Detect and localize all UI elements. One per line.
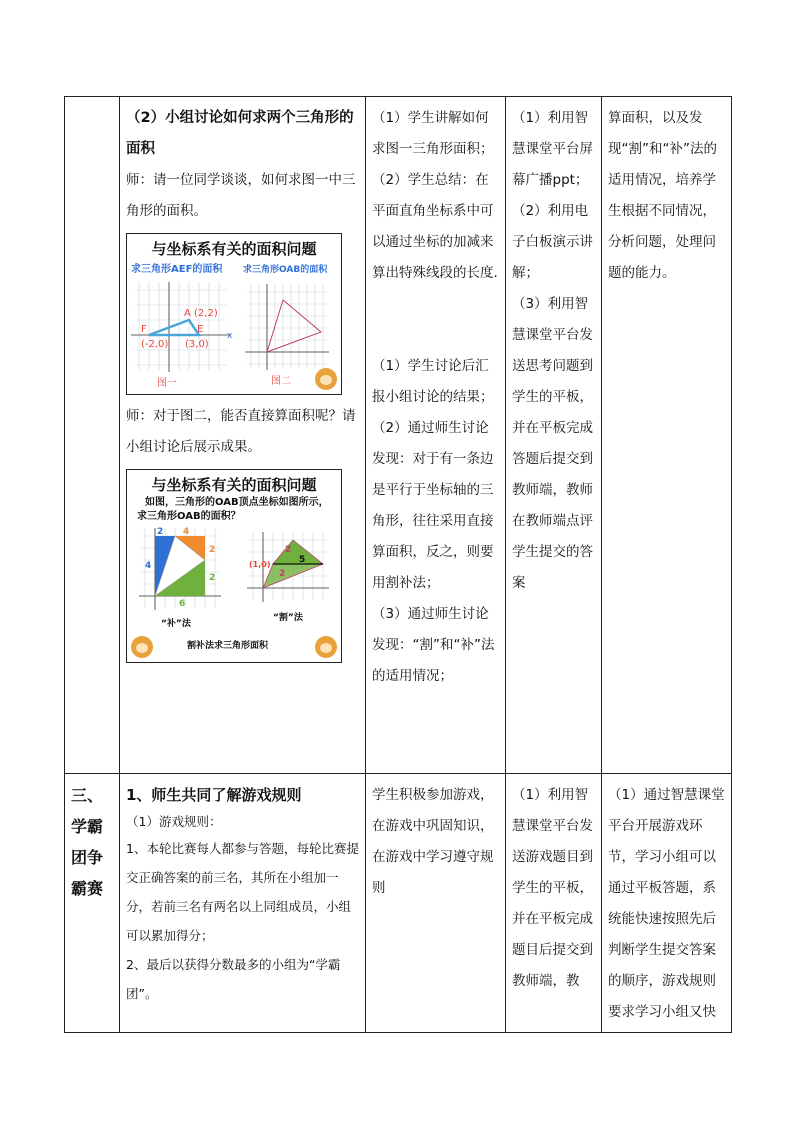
student-step-3: （1）学生讨论后汇报小组讨论的结果； xyxy=(372,358,494,405)
design-intent-text: 算面积，以及发现“割”和“补”法的适用情况，培养学生根据不同情况，分析问题，处理问题的能力。 xyxy=(608,110,717,281)
teacher-activity-cell-2 xyxy=(120,774,366,1033)
num-4-left: 4 xyxy=(145,561,152,571)
triangle-aef xyxy=(149,320,199,335)
num-2-upper: 2 xyxy=(285,545,292,555)
num-2-right-low: 2 xyxy=(209,573,216,583)
teacher-prompt-2: 师：对于图二，能否直接算面积呢？请小组讨论后展示成果。 xyxy=(126,408,356,455)
label-e: E xyxy=(197,324,204,335)
stage-cell xyxy=(65,774,120,1033)
slide-title-2: 与坐标系有关的面积问题 xyxy=(151,476,317,494)
tech-step-1: （1）利用智慧课堂平台屏幕广播ppt； xyxy=(512,110,593,188)
monkey-mascot-icon xyxy=(315,368,337,390)
grid-left xyxy=(135,282,227,370)
student-step-5: （3）通过师生讨论发现：“割”和“补”法的适用情况； xyxy=(372,606,495,684)
student-activity-cell xyxy=(366,97,506,774)
rule-2: 2、最后以获得分数最多的小组为“学霸团”。 xyxy=(126,957,341,1001)
num-2-right: 2 xyxy=(209,545,216,555)
design-intent-cell-2 xyxy=(602,774,732,1033)
table-row xyxy=(65,97,732,774)
rule-title: （1）游戏规则： xyxy=(126,814,222,829)
label-f: F xyxy=(141,324,147,335)
teacher-activity-cell xyxy=(120,97,366,774)
student-step-1: （1）学生讲解如何求图一三角形面积； xyxy=(372,110,494,157)
num-5: 5 xyxy=(299,555,306,565)
slide-footer: 割补法求三角形面积 xyxy=(187,641,269,651)
monkey-mascot-right-icon xyxy=(315,636,337,658)
num-6-bottom: 6 xyxy=(179,599,186,609)
design-intent-cell xyxy=(602,97,732,774)
student-activity-text: 学生积极参加游戏，在游戏中巩固知识，在游戏中学习遵守规则 xyxy=(372,787,494,896)
tech-use-cell xyxy=(506,97,602,774)
label-a: A (2,2) xyxy=(184,308,218,319)
section-heading-2: 1、师生共同了解游戏规则 xyxy=(126,786,302,804)
label-f-coord: (-2,0) xyxy=(141,339,169,350)
teacher-prompt-1: 师：请一位同学谈谈，如何求图一中三角形的面积。 xyxy=(126,172,356,219)
grid-right xyxy=(247,284,327,368)
design-intent-text-2: （1）通过智慧课堂平台开展游戏环节，学习小组可以通过平板答题，系统能快速按照先后判断学生提交答案的顺序，游戏规则要求学习小组又快 xyxy=(608,787,725,1020)
student-activity-cell-2 xyxy=(366,774,506,1033)
num-4-top: 4 xyxy=(183,527,190,537)
tech-activity-text: （1）利用智慧课堂平台发送游戏题目到学生的平板，并在平板完成题目后提交到教师端，教 xyxy=(512,787,593,989)
figure-1-label: 图一 xyxy=(157,378,177,389)
stage-cell-empty xyxy=(65,97,120,774)
coordinate-figures xyxy=(127,260,341,394)
num-2-top: 2 xyxy=(157,527,164,537)
label-x: x xyxy=(227,331,233,341)
ge-method-label: “割”法 xyxy=(273,613,303,623)
slide-title: 与坐标系有关的面积问题 xyxy=(151,240,317,258)
stage-title: 三、学霸团争霸赛 xyxy=(71,786,104,898)
student-step-4: （2）通过师生讨论发现：对于有一条边是平行于坐标轴的三角形，往往采用直接算面积，反之，则要用割补法； xyxy=(372,420,494,591)
right-caption: 求三角形OAB的面积 xyxy=(243,265,328,275)
monkey-mascot-left-icon xyxy=(131,636,153,658)
table-row xyxy=(65,774,732,1033)
left-caption: 求三角形AEF的面积 xyxy=(131,264,223,275)
tech-step-3: （3）利用智慧课堂平台发送思考问题到学生的平板，并在平板完成答题后提交到教师端，教师在教师端点评学生提交的答案 xyxy=(512,296,593,591)
student-step-2: （2）学生总结：在平面直角坐标系中可以通过坐标的加减来算出特殊线段的长度. xyxy=(372,172,498,281)
lesson-plan-table xyxy=(64,96,732,1033)
coord-1-0: (1,0) xyxy=(249,560,271,569)
tech-use-cell-2 xyxy=(506,774,602,1033)
tech-step-2: （2）利用电子白板演示讲解； xyxy=(512,203,593,281)
slide-figure-2 xyxy=(126,469,342,663)
figure-2-label: 图二 xyxy=(271,376,291,387)
slide-figure-1 xyxy=(126,233,342,395)
num-2-lower: 2 xyxy=(279,569,286,579)
slide-question-line-2: 求三角形OAB的面积？ xyxy=(137,511,241,522)
rule-1: 1、本轮比赛每人都参与答题，每轮比赛提交正确答案的前三名，其所在小组加一分，若前三名有两名以上同组成员，小组可以累加得分； xyxy=(126,841,359,943)
slide-question-line-1: 如图，三角形的OAB顶点坐标如图所示， xyxy=(145,497,329,508)
section-heading: （2）小组讨论如何求两个三角形的面积 xyxy=(126,110,354,157)
label-e-coord: (3,0) xyxy=(185,339,209,350)
bu-method-label: “补”法 xyxy=(161,619,191,629)
cut-fill-figures xyxy=(127,524,341,654)
